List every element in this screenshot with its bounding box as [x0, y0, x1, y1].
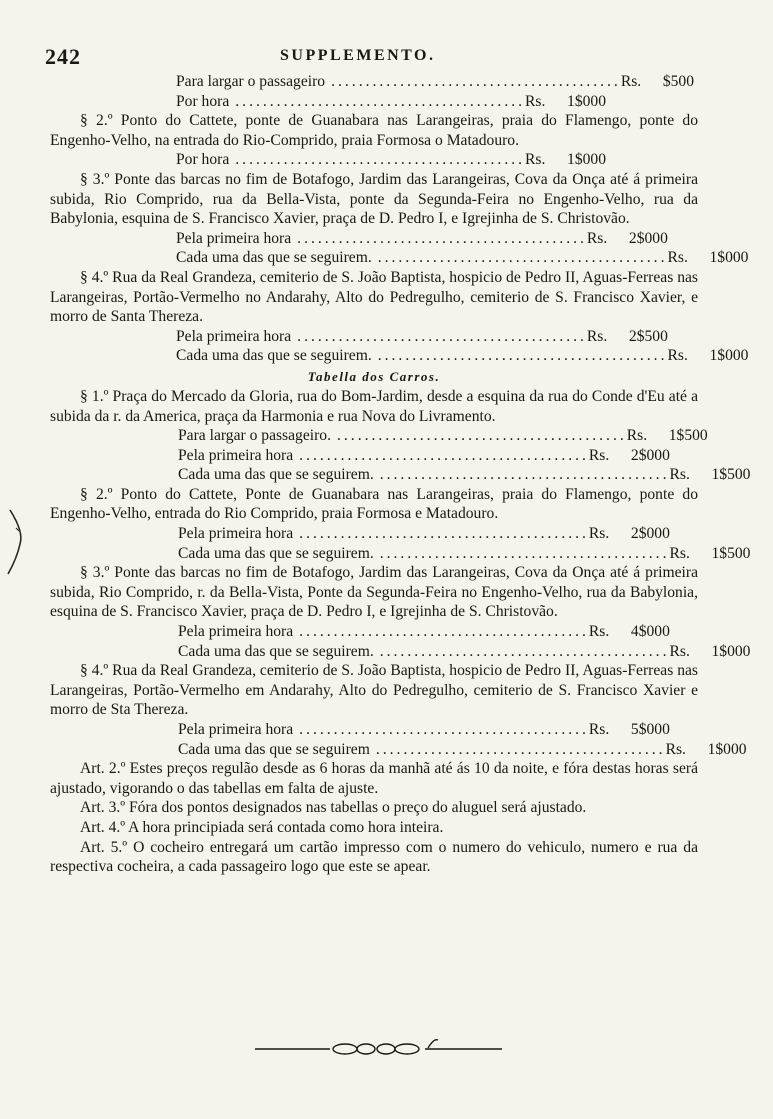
leader-dots: ..........................................: [331, 73, 621, 90]
rate-amount: 2$000: [630, 446, 670, 464]
rate-amount: 2$000: [628, 229, 668, 247]
rate-amount: 1$000: [711, 642, 751, 660]
leader-dots: ..........................................: [299, 623, 589, 641]
page-header: [0, 44, 757, 70]
rate-label: Pela primeira hora: [176, 327, 292, 345]
page-body: [50, 72, 751, 877]
rate-row: [176, 150, 606, 170]
paragraph-b-2: § 2.º Ponto do Cattete, Ponte de Guanabara nas Larangeiras, praia do Flamengo, ponte do Engenho-Velho, entrada do Rio Comprido, praia Formosa e Matadouro.: [50, 485, 698, 523]
leader-dots: ..........................................: [299, 525, 589, 543]
rate-row: [178, 740, 747, 760]
leader-dots: ..........................................: [379, 466, 670, 484]
rate-amount: 1$000: [567, 92, 606, 110]
rate-list: [178, 524, 751, 563]
rate-label: Cada uma das que se seguirem.: [178, 544, 374, 562]
rate-row: [176, 248, 749, 268]
rate-row: [176, 92, 606, 112]
rate-currency: Rs.: [586, 327, 608, 345]
rate-label: Por hora: [176, 92, 230, 110]
running-title: SUPPLEMENTO.: [280, 47, 436, 64]
rate-currency: Rs.: [669, 544, 690, 562]
rate-label: Cada uma das que se seguirem: [178, 740, 370, 758]
leader-dots: ..........................................: [377, 347, 668, 365]
rate-label: Cada uma das que se seguirem.: [178, 642, 374, 660]
leader-dots: ..........................................: [377, 249, 668, 267]
rate-label: Pela primeira hora: [178, 721, 294, 738]
leader-dots: ..........................................: [297, 229, 587, 247]
rate-currency: Rs.: [667, 347, 688, 365]
rate-amount: 1$500: [711, 544, 751, 562]
paragraph-b-3: § 3.º Ponte das barcas no fim de Botafogo, Jardim das Larangeiras, Cova da Onça até á primeira subida, Rio Comprido, r. da Bella-Vista, Ponte da Segunda-Feira no Engenho-Velho, rua da Babylonia, esquina de S. Francisco Xavier, praça de D. Pedro I, e Igrejinha de S. Christovão.: [50, 564, 698, 621]
article-3: Art. 3.º Fóra dos pontos designados nas tabellas o preço do aluguel será ajustado.: [80, 799, 587, 817]
rate-amount: 1$500: [668, 427, 708, 445]
rate-currency: Rs.: [588, 525, 610, 543]
rate-row: [178, 426, 708, 446]
leader-dots: ..........................................: [375, 740, 666, 758]
rate-row: [178, 720, 670, 740]
rate-list: [178, 426, 751, 485]
rate-amount: 1$000: [709, 249, 749, 267]
rate-currency: Rs.: [588, 446, 610, 464]
leader-dots: ..........................................: [379, 544, 670, 562]
rate-label: Pela primeira hora: [178, 623, 294, 641]
rate-row: [176, 327, 668, 347]
margin-pencil-mark: [4, 508, 38, 578]
rate-row: [178, 446, 670, 466]
rate-currency: Rs.: [667, 249, 688, 267]
rate-amount: 2$500: [628, 327, 668, 345]
rate-row: [178, 465, 751, 485]
rate-currency: Rs.: [525, 92, 546, 110]
rate-label: Cada uma das que se seguirem.: [176, 249, 372, 267]
rate-list: [176, 327, 749, 366]
rate-row: [178, 524, 670, 544]
rate-list: [176, 72, 695, 111]
rate-currency: Rs.: [626, 427, 648, 445]
rate-amount: 1$000: [707, 740, 747, 758]
paragraph-a-4: § 4.º Rua da Real Grandeza, cemiterio de S. João Baptista, hospicio de Pedro II, Aguas-Ferreas nas Larangeiras, Portão-Vermelho no Andarahy, Alto do Pedregulho, cemiterio de S. Francisco Xavier, e morro de Santa Thereza.: [50, 268, 698, 326]
rate-label: Por hora: [176, 151, 230, 169]
leader-dots: ..........................................: [379, 642, 670, 660]
rate-label: Pela primeira hora: [178, 525, 294, 543]
rate-amount: 1$500: [711, 466, 751, 484]
rate-row: [176, 346, 749, 366]
paragraph-a-3: § 3.º Ponte das barcas no fim de Botafogo, Jardim das Larangeiras, Cova da Onça até á primeira subida, Rio Comprido, rua da Bella-Vista, ponte da Segunda-Feira no Engenho-Velho, rua da Babylonia, esquina de S. Francisco Xavier, praça de D. Pedro I, e Igrejinha de S. Christovão.: [50, 170, 698, 228]
rate-currency: Rs.: [665, 740, 686, 758]
rate-label: Cada uma das que se seguirem.: [178, 466, 374, 484]
rate-row: [178, 642, 751, 662]
article-4: Art. 4.º A hora principiada será contada como hora inteira.: [80, 818, 444, 836]
rate-label: Para largar o passageiro: [176, 73, 326, 90]
rate-row: [178, 622, 670, 642]
leader-dots: ..........................................: [297, 327, 587, 345]
rate-label: Pela primeira hora: [178, 446, 294, 464]
rate-label: Para largar o passageiro.: [178, 427, 331, 445]
tailpiece-ornament: [0, 1034, 757, 1064]
paragraph-b-1: § 1.º Praça do Mercado da Gloria, rua do Bom-Jardim, desde a esquina da rua do Conde d'Eu até a subida da r. da America, praça da Harmonia e rua Nova do Livramento.: [50, 387, 698, 425]
paragraph-b-4: § 4.º Rua da Real Grandeza, cemiterio de S. João Baptista, hospicio de Pedro II, Aguas-Ferreas nas Larangeiras, Portão-Vermelho em Andarahy, Alto do Pedregulho, cemiterio de S. Francisco Xavier e morro de Sta Thereza.: [50, 662, 698, 719]
rate-currency: Rs.: [669, 642, 690, 660]
rate-amount: 1$000: [567, 151, 606, 169]
rate-currency: Rs.: [588, 623, 610, 641]
leader-dots: ..........................................: [337, 427, 627, 445]
section-heading: Tabella dos Carros.: [307, 368, 441, 384]
rate-currency: Rs.: [588, 721, 610, 738]
article-2: Art. 2.º Estes preços regulão desde as 6 horas da manhã até ás 10 da noite, e fóra destas horas será ajustado, vigorando o das tabellas em falta de ajuste.: [50, 760, 698, 797]
rate-amount: 4$000: [630, 623, 670, 641]
rate-amount: $500: [662, 73, 695, 90]
rate-list: [176, 150, 606, 170]
rate-currency: Rs.: [525, 151, 546, 169]
leader-dots: ..........................................: [299, 446, 589, 464]
rate-amount: 1$000: [709, 347, 749, 365]
rate-currency: Rs.: [620, 73, 642, 90]
rate-row: [176, 72, 695, 92]
rate-list: [178, 622, 751, 661]
article-5: Art. 5.º O cocheiro entregará um cartão impresso com o numero do vehiculo, numero e rua da respectiva cocheira, a cada passageiro logo que este se apear.: [50, 838, 698, 876]
rate-amount: 2$000: [630, 525, 670, 543]
rate-list: [176, 229, 749, 268]
rate-currency: Rs.: [586, 229, 608, 247]
rate-label: Pela primeira hora: [176, 229, 292, 247]
rate-currency: Rs.: [669, 466, 690, 484]
leader-dots: ..........................................: [235, 151, 526, 169]
rate-label: Cada uma das que se seguirem.: [176, 347, 372, 365]
paragraph-a-2: § 2.º Ponto do Cattete, ponte de Guanabara nas Larangeiras, praia do Flamengo, ponte do Engenho-Velho, na entrada do Rio-Comprido, praia Formosa o Matadouro.: [50, 112, 698, 149]
leader-dots: ..........................................: [235, 92, 526, 110]
rate-row: [176, 229, 668, 249]
rate-amount: 5$000: [630, 721, 670, 738]
rate-row: [178, 544, 751, 564]
leader-dots: ..........................................: [299, 721, 589, 738]
rate-list: [178, 720, 747, 759]
page-number: 242: [45, 44, 81, 69]
